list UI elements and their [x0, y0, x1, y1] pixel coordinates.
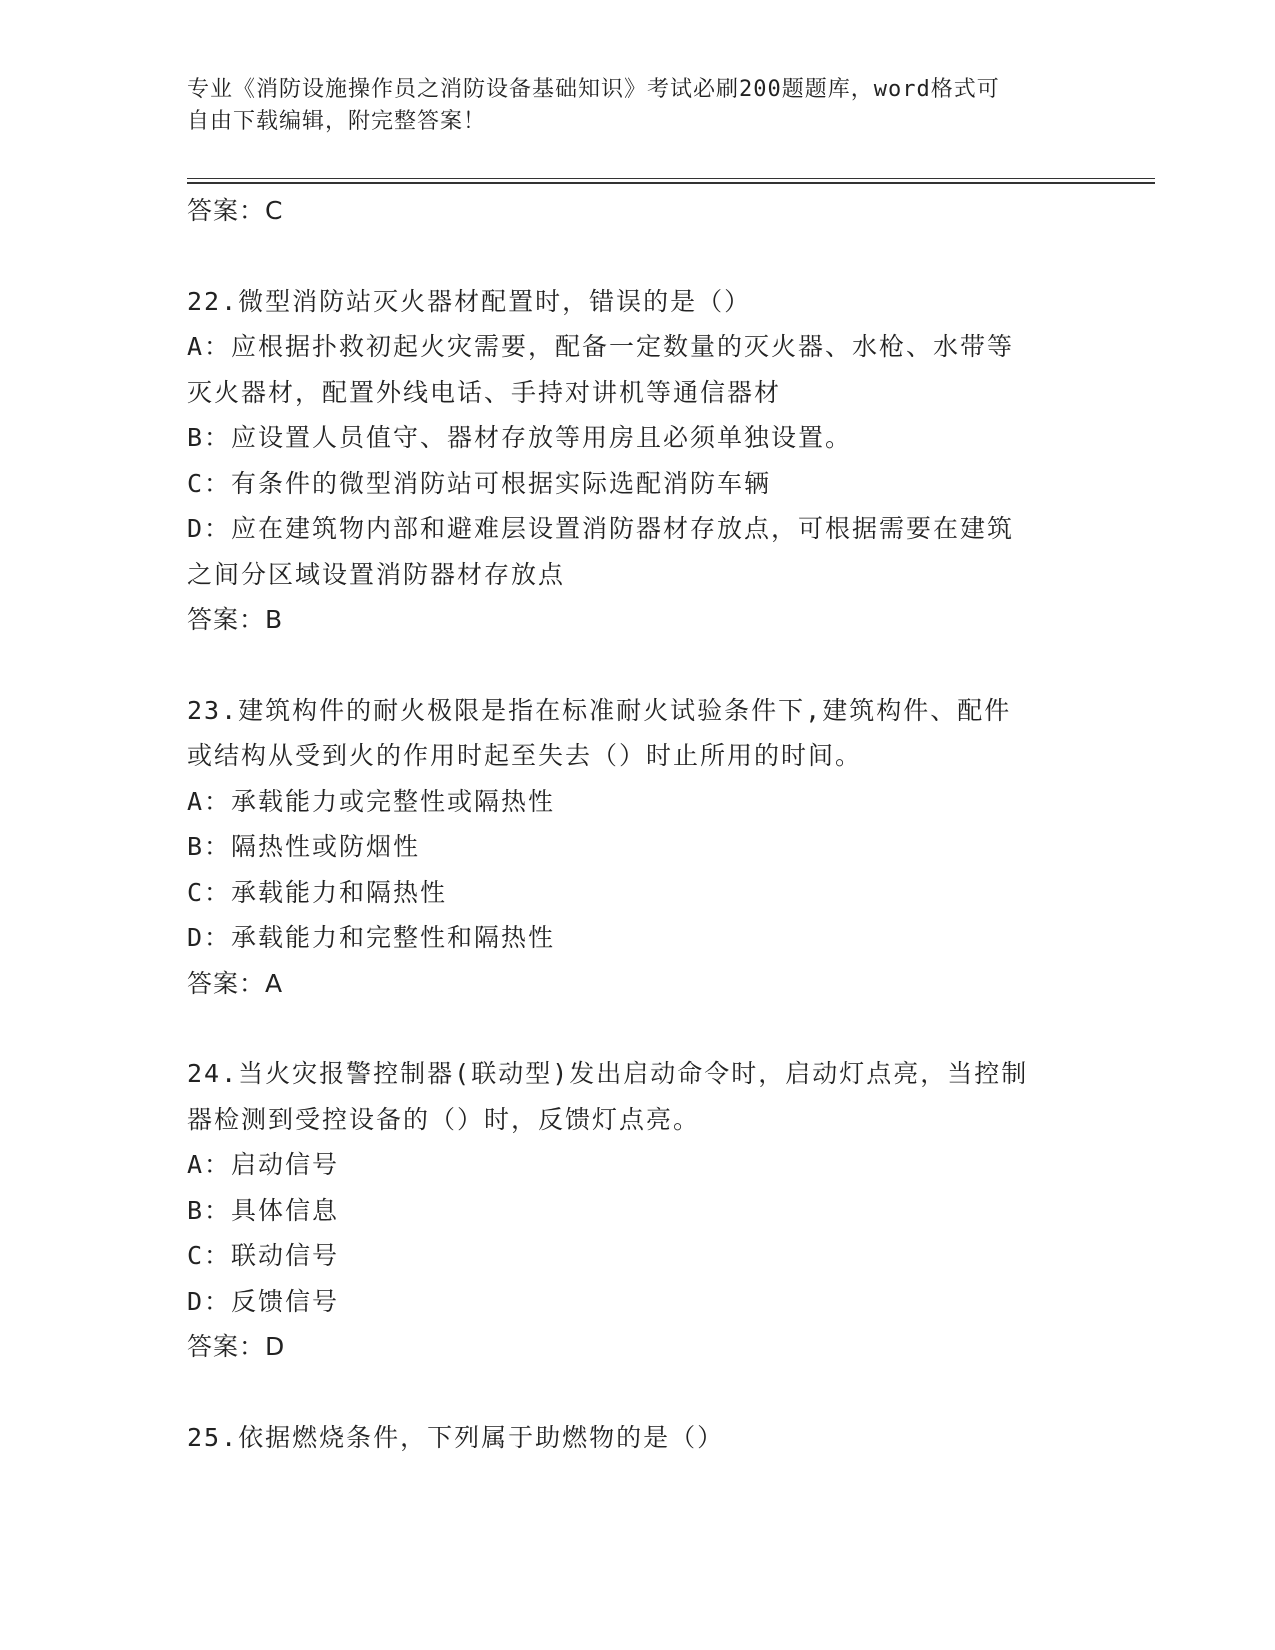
option-line: 之间分区域设置消防器材存放点 [187, 559, 566, 589]
option-b: B：具体信息 [187, 1195, 340, 1225]
question-block [187, 279, 1087, 643]
question-stem: 23.建筑构件的耐火极限是指在标准耐火试验条件下,建筑构件、配件 [187, 695, 1012, 725]
option-line: 灭火器材，配置外线电话、手持对讲机等通信器材 [187, 377, 782, 407]
option-d [187, 506, 1087, 597]
option-c: C：有条件的微型消防站可根据实际选配消防车辆 [187, 468, 772, 498]
answer-line: 答案：A [187, 968, 284, 998]
question-block [187, 1415, 1087, 1461]
option-b: B：隔热性或防烟性 [187, 832, 421, 861]
document-header [187, 74, 1067, 138]
option-a [187, 324, 1087, 415]
question-block [187, 688, 1087, 1007]
question-block [187, 1051, 1087, 1370]
option-d: D：反馈信号 [187, 1286, 340, 1316]
question-stem: 或结构从受到火的作用时起至失去（）时止所用的时间。 [187, 741, 863, 770]
header-rule [187, 178, 1155, 179]
question-stem: 器检测到受控设备的（）时，反馈灯点亮。 [187, 1104, 701, 1134]
spacer [187, 234, 1087, 279]
option-a: A：承载能力或完整性或隔热性 [187, 786, 556, 816]
spacer [187, 1370, 1087, 1415]
option-b: B：应设置人员值守、器材存放等用房且必须单独设置。 [187, 423, 853, 452]
spacer [187, 643, 1087, 688]
answer-line: 答案：B [187, 605, 284, 634]
option-line: A：应根据扑救初起火灾需要，配备一定数量的灭火器、水枪、水带等 [187, 332, 1015, 361]
question-stem: 25.依据燃烧条件，下列属于助燃物的是（） [187, 1422, 725, 1452]
option-d: D：承载能力和完整性和隔热性 [187, 923, 556, 952]
spacer [187, 1006, 1087, 1051]
answer-line: 答案：D [187, 1332, 286, 1361]
option-line: D：应在建筑物内部和避难层设置消防器材存放点，可根据需要在建筑 [187, 514, 1015, 543]
option-c: C：承载能力和隔热性 [187, 877, 448, 907]
question-stem: 24.当火灾报警控制器(联动型)发出启动命令时，启动灯点亮，当控制 [187, 1059, 1029, 1088]
option-c: C：联动信号 [187, 1241, 340, 1270]
header-line: 自由下载编辑，附完整答案！ [187, 109, 487, 134]
option-a: A：启动信号 [187, 1150, 340, 1179]
header-rule [187, 182, 1155, 184]
answer-line: 答案：C [187, 196, 284, 225]
question-stem: 22.微型消防站灭火器材配置时，错误的是（） [187, 286, 752, 316]
question-list [187, 188, 1087, 1460]
header-line: 专业《消防设施操作员之消防设备基础知识》考试必刷200题题库，word格式可 [187, 77, 1000, 102]
